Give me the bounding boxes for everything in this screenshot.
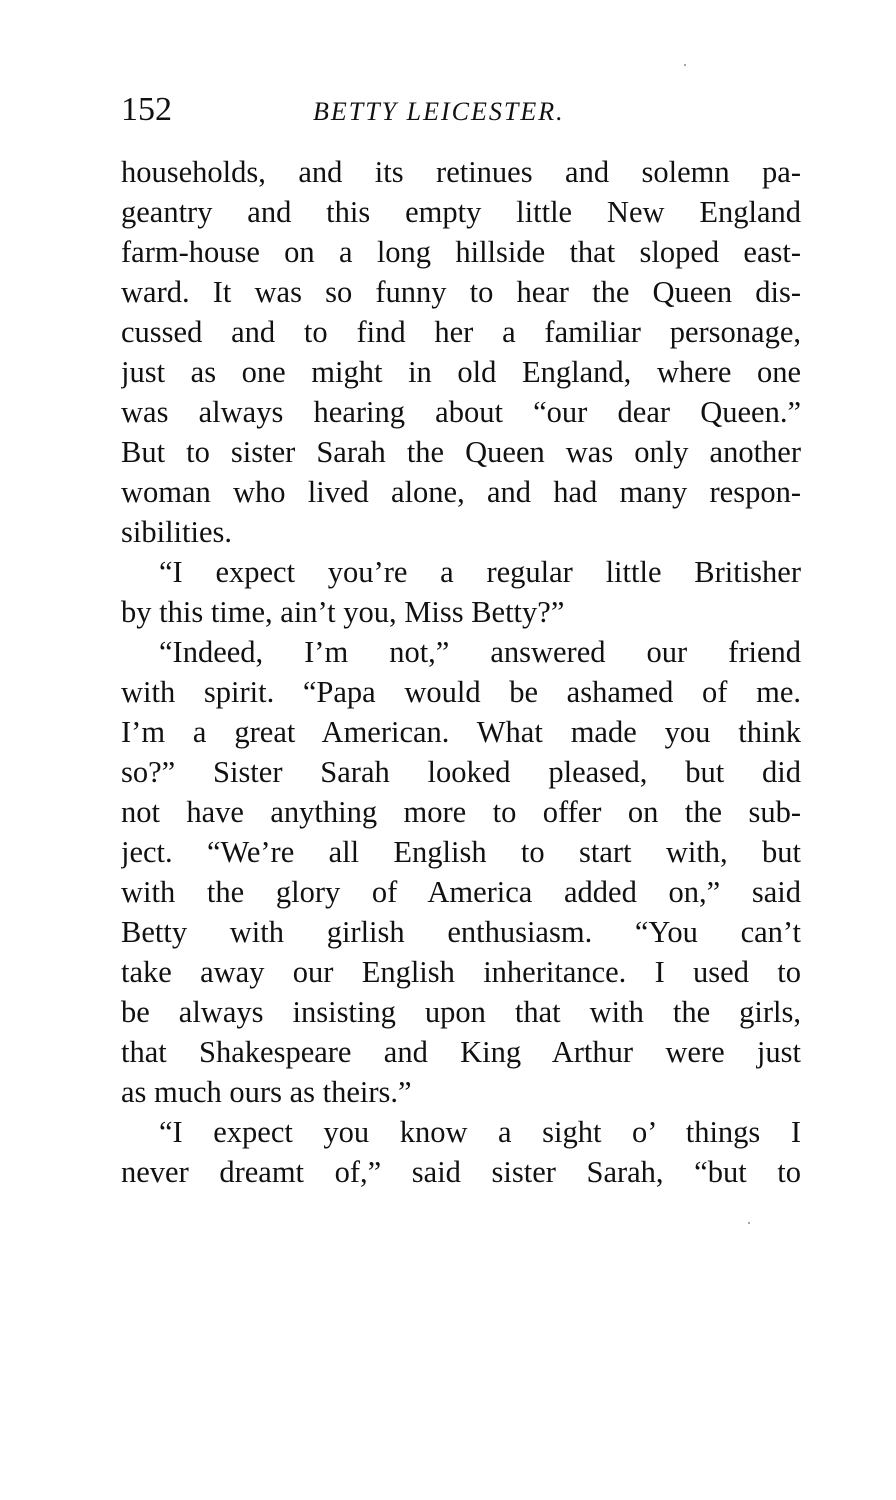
text-line: Betty with girlish enthusiasm. “You can’t	[121, 915, 801, 949]
text-line: just as one might in old England, where one	[121, 355, 801, 389]
text-line: geantry and this empty little New England	[121, 195, 801, 229]
text-line: I’m a great American. What made you think	[121, 715, 801, 749]
page-number: 152	[121, 91, 172, 128]
text-line: households, and its retinues and solemn pa-	[121, 155, 801, 189]
text-line: was always hearing about “our dear Queen.”	[121, 395, 801, 429]
text-line: with the glory of America added on,” said	[121, 875, 801, 909]
text-line: woman who lived alone, and had many respon-	[121, 475, 801, 509]
text-line: be always insisting upon that with the girls,	[121, 995, 801, 1029]
text-line: as much ours as theirs.”	[121, 1075, 412, 1109]
text-line: But to sister Sarah the Queen was only another	[121, 435, 801, 469]
text-line: ward. It was so funny to hear the Queen dis-	[121, 275, 801, 309]
text-line: with spirit. “Papa would be ashamed of me.	[121, 675, 801, 709]
text-line: ject. “We’re all English to start with, but	[121, 835, 801, 869]
text-line: “I expect you know a sight o’ things I	[159, 1115, 801, 1149]
page-header	[121, 90, 801, 130]
text-line: farm-house on a long hillside that sloped east-	[121, 235, 801, 269]
text-line: by this time, ain’t you, Miss Betty?”	[121, 595, 565, 629]
paper-speck	[684, 64, 686, 66]
text-line: “Indeed, I’m not,” answered our friend	[159, 635, 801, 669]
paper-speck	[748, 1222, 750, 1224]
text-line: never dreamt of,” said sister Sarah, “but to	[121, 1155, 801, 1189]
text-line: sibilities.	[121, 515, 232, 549]
text-line: not have anything more to offer on the sub-	[121, 795, 801, 829]
text-line: take away our English inheritance. I used to	[121, 955, 801, 989]
text-line: so?” Sister Sarah looked pleased, but did	[121, 755, 801, 789]
text-line: that Shakespeare and King Arthur were just	[121, 1035, 801, 1069]
body-text	[121, 152, 801, 1192]
text-line: cussed and to find her a familiar personage,	[121, 315, 801, 349]
text-line: “I expect you’re a regular little Britisher	[159, 555, 801, 589]
running-head: BETTY LEICESTER.	[313, 97, 565, 126]
